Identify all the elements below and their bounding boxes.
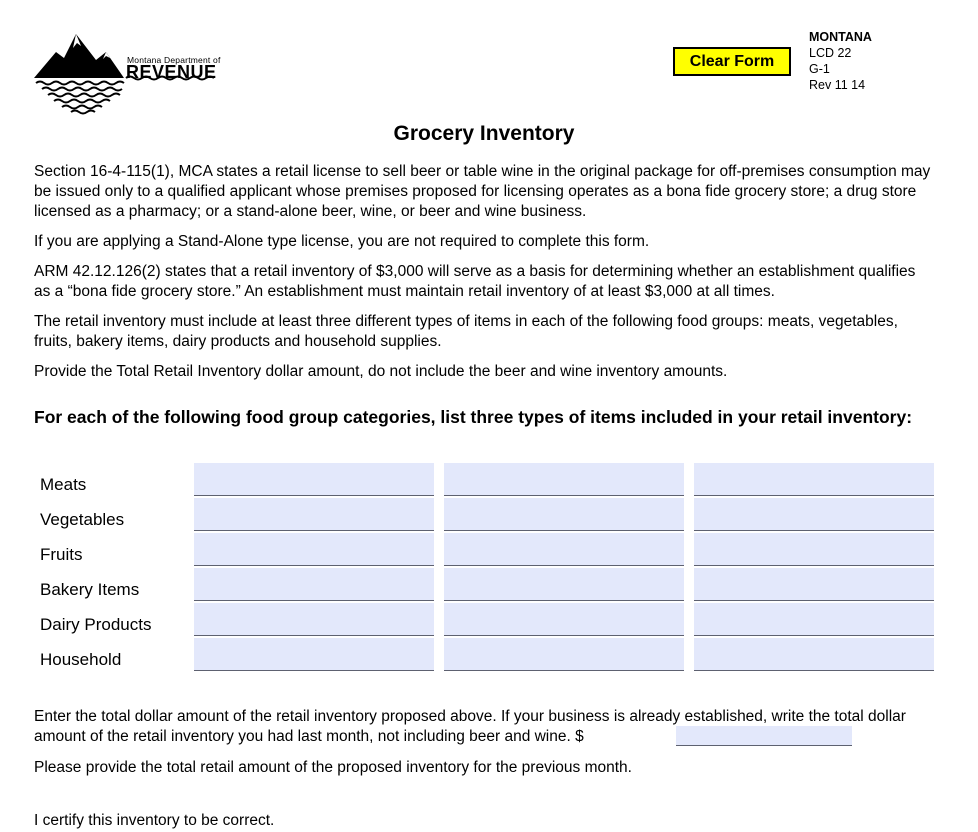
- meats-item-3-field[interactable]: [694, 463, 934, 496]
- category-label-fruits: Fruits: [40, 545, 83, 564]
- category-label-dairy-products: Dairy Products: [40, 615, 152, 634]
- household-item-2-field[interactable]: [444, 638, 684, 671]
- certify-statement: I certify this inventory to be correct.: [34, 812, 275, 829]
- bakery-item-2-field[interactable]: [444, 568, 684, 601]
- category-label-household: Household: [40, 650, 122, 669]
- fruits-item-2-field[interactable]: [444, 533, 684, 566]
- logo-department-line: Montana Department of: [127, 55, 221, 65]
- section-heading: For each of the following food group categories, list three types of items included in your retail inventory:: [34, 407, 913, 427]
- paragraph-arm: ARM 42.12.126(2) states that a retail inventory of $3,000 will serve as a basis for determining whether an establishment qualifies as a “bona fide grocery store.” An establishment must maintain retail inventory of at least $3,000 at all times.: [34, 263, 916, 300]
- clear-form-button[interactable]: Clear Form: [673, 47, 791, 76]
- total-amount-field[interactable]: [676, 726, 852, 746]
- dairy-item-3-field[interactable]: [694, 603, 934, 636]
- fruits-item-1-field[interactable]: [194, 533, 434, 566]
- paragraph-statute: Section 16-4-115(1), MCA states a retail license to sell beer or table wine in the original package for off-premises consumption may be issued only to a qualified applicant whose premises proposed for licensing operates as a bona fide grocery store; a drug store licensed as a pharmacy; or a stand-alone beer, wine, or beer and wine business.: [34, 163, 931, 220]
- meats-item-2-field[interactable]: [444, 463, 684, 496]
- paragraph-requirements: The retail inventory must include at least three different types of items in each of the following food groups: meats, vegetables, fruits, bakery items, dairy products and household supplies.: [34, 313, 898, 350]
- fruits-item-3-field[interactable]: [694, 533, 934, 566]
- household-item-3-field[interactable]: [694, 638, 934, 671]
- category-label-meats: Meats: [40, 475, 87, 494]
- category-label-vegetables: Vegetables: [40, 510, 125, 529]
- form-sub-code: G-1: [809, 62, 830, 76]
- household-item-1-field[interactable]: [194, 638, 434, 671]
- vegetables-item-2-field[interactable]: [444, 498, 684, 531]
- category-label-bakery-items: Bakery Items: [40, 580, 140, 599]
- vegetables-item-1-field[interactable]: [194, 498, 434, 531]
- dairy-item-2-field[interactable]: [444, 603, 684, 636]
- page-title: Grocery Inventory: [393, 122, 575, 145]
- logo-name: REVENUE: [126, 62, 217, 82]
- bakery-item-3-field[interactable]: [694, 568, 934, 601]
- vegetables-item-3-field[interactable]: [694, 498, 934, 531]
- form-state: MONTANA: [809, 30, 872, 44]
- dairy-item-1-field[interactable]: [194, 603, 434, 636]
- paragraph-stand-alone: If you are applying a Stand-Alone type license, you are not required to complete this form.: [34, 233, 650, 250]
- bakery-item-1-field[interactable]: [194, 568, 434, 601]
- form-code: LCD 22: [809, 46, 852, 60]
- previous-month-instruction: Please provide the total retail amount of the proposed inventory for the previous month.: [34, 759, 632, 776]
- meats-item-1-field[interactable]: [194, 463, 434, 496]
- total-amount-instruction: Enter the total dollar amount of the retail inventory proposed above. If your business is already established, write the total dollar amount of the retail inventory you had last month, not including beer and wine. $: [34, 708, 906, 745]
- form-identifier: [809, 29, 872, 93]
- paragraph-total-instruction: Provide the Total Retail Inventory dollar amount, do not include the beer and wine inventory amounts.: [34, 363, 728, 380]
- form-revision: Rev 11 14: [809, 78, 866, 92]
